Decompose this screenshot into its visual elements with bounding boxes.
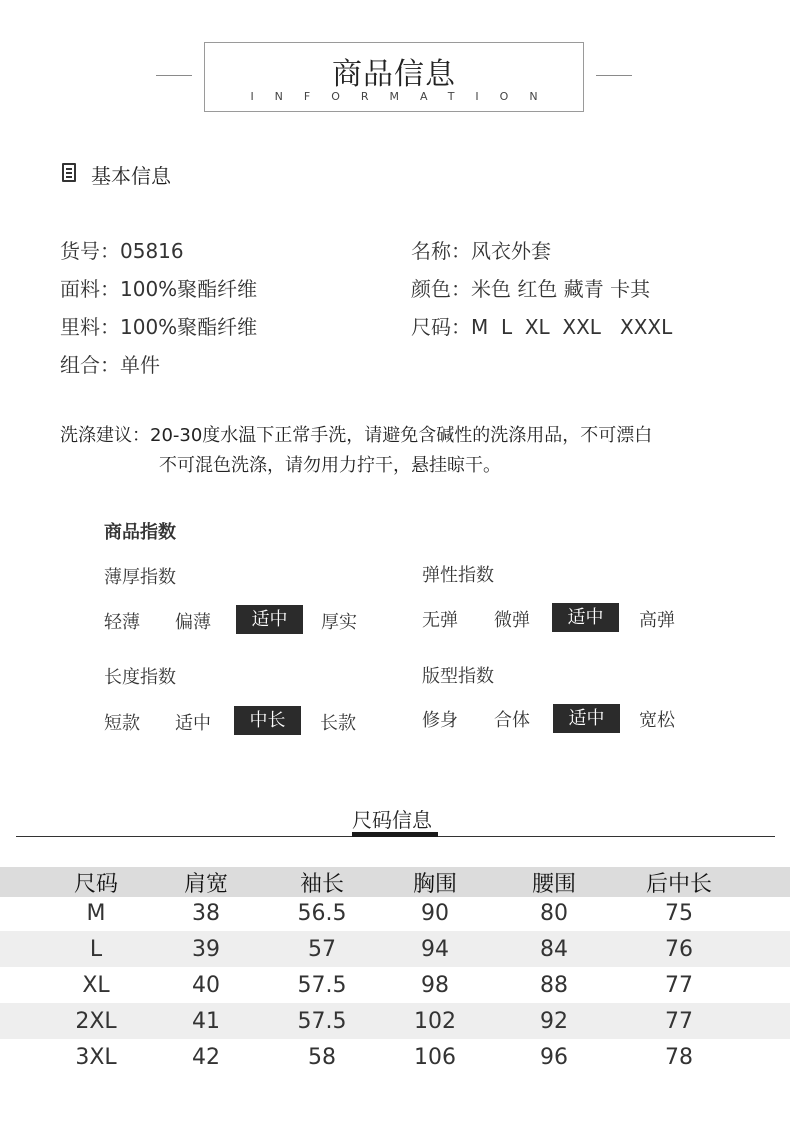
table-cell: 58 [308,1044,336,1070]
table-cell: 38 [192,900,220,926]
color-options: 颜色：米色 红色 藏青 卡其 [411,277,651,301]
index-title: 商品指数 [104,522,176,543]
product-name: 名称：风衣外套 [411,239,551,263]
size-table-header-cell: 肩宽 [183,871,228,897]
table-cell: 3XL [75,1044,117,1070]
header-box [204,42,584,112]
basic-info-title: 基本信息 [91,164,171,188]
table-cell: 90 [421,900,449,926]
table-cell: 88 [540,972,568,998]
document-icon [62,163,76,182]
fit-option: 合体 [494,710,530,731]
elasticity-option: 无弹 [422,610,458,631]
wash-advice-line1: 洗涤建议：20-30度水温下正常手洗，请避免含碱性的洗涤用品，不可漂白 [60,425,653,446]
table-cell: 98 [421,972,449,998]
table-cell: 76 [665,936,693,962]
size-title-underline [352,832,438,837]
thickness-option: 偏薄 [175,612,211,633]
fit-option: 修身 [422,710,458,731]
table-cell: 75 [665,900,693,926]
table-row [0,967,790,1003]
size-table-header-cell: 尺码 [73,871,118,897]
fit-option: 宽松 [639,710,675,731]
size-table-header-cell: 袖长 [299,871,344,897]
size-table-header [0,867,790,897]
length-index-label: 长度指数 [104,667,176,688]
lining: 里料：100%聚酯纤维 [60,315,258,339]
table-cell: 94 [421,936,449,962]
thickness-option-selected: 适中 [236,605,303,634]
thickness-option: 轻薄 [104,612,140,633]
table-cell: 40 [192,972,220,998]
table-cell: 80 [540,900,568,926]
table-cell: 42 [192,1044,220,1070]
elasticity-option: 微弹 [494,610,530,631]
table-cell: 96 [540,1044,568,1070]
page-subtitle: INFORMATION [250,90,559,103]
table-cell: 78 [665,1044,693,1070]
size-table-header-cell: 腰围 [531,871,576,897]
table-cell: 2XL [75,1008,117,1034]
header-line-right [596,75,632,76]
table-cell: 77 [665,972,693,998]
length-option-selected: 中长 [234,706,301,735]
table-cell: 102 [414,1008,456,1034]
table-cell: 39 [192,936,220,962]
table-row [0,895,790,931]
table-row [0,1003,790,1039]
header-line-left [156,75,192,76]
length-option: 长款 [320,713,356,734]
fit-option-selected: 适中 [553,704,620,733]
fit-index-label: 版型指数 [422,666,494,687]
wash-advice-line2: 不可混色洗涤，请勿用力拧干，悬挂晾干。 [159,455,501,476]
table-cell: 56.5 [297,900,347,926]
elasticity-index-label: 弹性指数 [422,565,494,586]
table-cell: XL [82,972,110,998]
table-cell: L [89,936,103,962]
table-cell: 106 [414,1044,456,1070]
table-cell: 77 [665,1008,693,1034]
table-row [0,1039,790,1075]
length-option: 短款 [104,713,140,734]
fabric: 面料：100%聚酯纤维 [60,277,258,301]
elasticity-option-selected: 适中 [552,603,619,632]
size-table-header-cell: 胸围 [412,871,457,897]
table-cell: 41 [192,1008,220,1034]
table-cell: 57.5 [297,1008,347,1034]
table-cell: 92 [540,1008,568,1034]
table-cell: 57.5 [297,972,347,998]
size-options: 尺码：M L XL XXL XXXL [411,315,673,339]
size-info-title: 尺码信息 [352,808,432,832]
table-cell: M [86,900,106,926]
length-option: 适中 [175,713,211,734]
table-row [0,931,790,967]
table-cell: 84 [540,936,568,962]
thickness-option: 厚实 [321,612,357,633]
combination: 组合：单件 [60,353,160,377]
table-cell: 57 [308,936,336,962]
item-number: 货号：05816 [60,239,184,263]
page-title: 商品信息 [332,57,456,92]
elasticity-option: 高弹 [639,610,675,631]
size-table-header-cell: 后中长 [645,871,712,897]
thickness-index-label: 薄厚指数 [104,567,176,588]
